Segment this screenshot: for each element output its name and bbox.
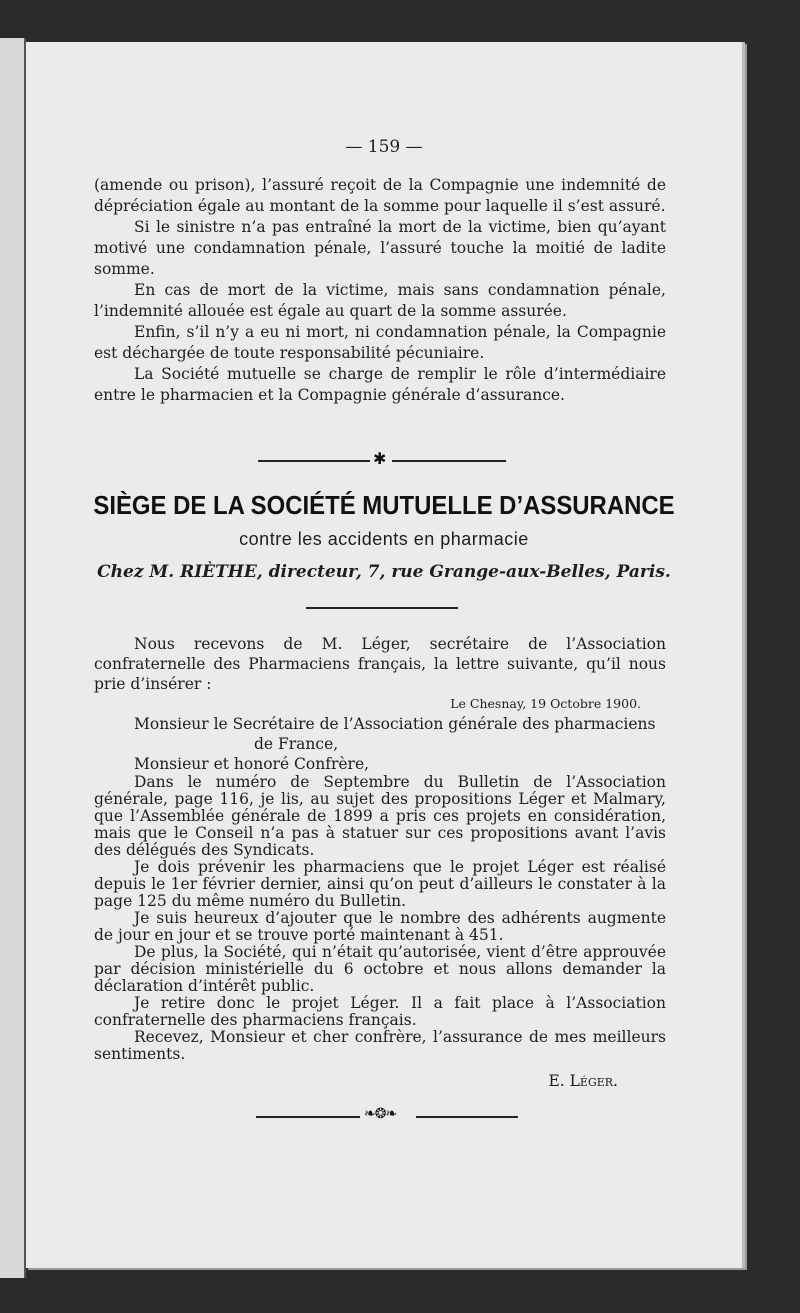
book-page (26, 42, 745, 1268)
intro-paragraph: Si le sinistre n’a pas entraîné la mort de la victime, bien qu’ayant motivé une condamnation pénale, l’assuré touche la moitié de ladite somme. (94, 218, 666, 278)
dateline: Le Chesnay, 19 Octobre 1900. (450, 696, 641, 711)
section-address: Chez M. RIÈTHE, directeur, 7, rue Grange-aux-Belles, Paris. (97, 562, 671, 582)
separator-line (392, 460, 506, 462)
ornament-line (256, 1116, 360, 1118)
letter-paragraph: Je retire donc le projet Léger. Il a fait place à l’Association confraternelle des pharmaciens français. (94, 994, 666, 1029)
letter-paragraph: Je dois prévenir les pharmaciens que le projet Léger est réalisé depuis le 1er février dernier, ainsi qu’on peut d’ailleurs le constater à la page 125 du même numéro du Bulletin. (94, 858, 666, 910)
intro-paragraph: (amende ou prison), l’assuré reçoit de la Compagnie une indemnité de dépréciation égale au montant de la somme pour laquelle il s’est assuré. (94, 176, 666, 215)
letter-intro: Nous recevons de M. Léger, secrétaire de l’Association confraternelle des Pharmaciens français, la lettre suivante, qu’il nous prie d’insérer : (94, 635, 666, 693)
separator-line (258, 460, 370, 462)
salutation-line: de France, (254, 735, 339, 753)
facing-page-edge (0, 38, 26, 1278)
intro-paragraph: En cas de mort de la victime, mais sans condamnation pénale, l’indemnité allouée est égale au quart de la somme assurée. (94, 281, 666, 320)
fleuron-icon: ❧❂❧ (364, 1106, 397, 1122)
section-subtitle: contre les accidents en pharmacie (239, 529, 529, 549)
short-divider (306, 607, 458, 609)
letter-paragraph: Je suis heureux d’ajouter que le nombre des adhérents augmente de jour en jour et se trouve porté maintenant à 451. (94, 909, 666, 944)
intro-paragraph: Enfin, s’il n’y a eu ni mort, ni condamnation pénale, la Compagnie est déchargée de toute responsabilité pécuniaire. (94, 323, 666, 362)
end-ornament (256, 1106, 518, 1124)
page-number: — 159 — (345, 137, 423, 157)
letter-body (94, 774, 666, 1063)
intro-paragraph: La Société mutuelle se charge de remplir le rôle d’intermédiaire entre le pharmacien et la Compagnie générale d’assurance. (94, 365, 666, 404)
salutation-greeting: Monsieur et honoré Confrère, (134, 755, 370, 773)
star-separator (258, 449, 506, 468)
star-icon: ✱ (373, 449, 387, 468)
signature: E. Léger. (548, 1072, 618, 1090)
intro-text (94, 175, 666, 406)
letter-paragraph: Recevez, Monsieur et cher confrère, l’assurance de mes meilleurs sentiments. (94, 1028, 666, 1063)
letter-paragraph: De plus, la Société, qui n’était qu’autorisée, vient d’être approuvée par décision ministérielle du 6 octobre et nous allons demander la déclaration d’intérêt public. (94, 943, 666, 995)
letter-section (94, 634, 666, 1091)
section-title: SIÈGE DE LA SOCIÉTÉ MUTUELLE D’ASSURANCE (93, 490, 675, 520)
salutation-line: Monsieur le Secrétaire de l’Association générale des pharmaciens (134, 715, 656, 733)
ornament-line (416, 1116, 518, 1118)
letter-paragraph: Dans le numéro de Septembre du Bulletin de l’Association générale, page 116, je lis, au sujet des propositions Léger et Malmary, que l’Assemblée générale de 1899 a pris ces projets en considération, mais que le Conseil n’a pas à statuer sur ces propositions avant l’avis des délégués des Syndicats. (94, 773, 666, 859)
